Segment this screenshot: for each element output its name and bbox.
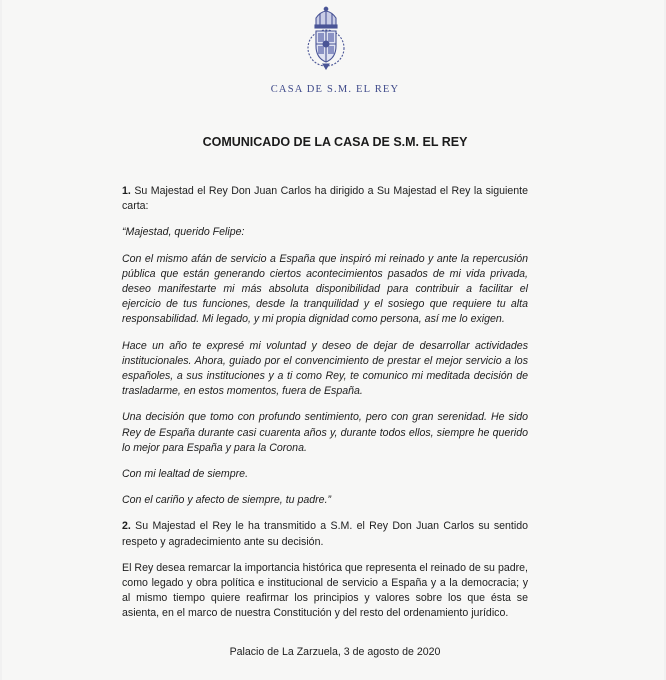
paragraph-number: 2. — [122, 520, 131, 533]
document-page — [2, 0, 664, 680]
letter-paragraph-2: Hace un año te expresé mi voluntad y deseo de dejar de desarrollar actividades institucionales. Ahora, guiado por el convencimiento de prestar el mejor servicio a los españoles, a sus instituciones y a ti como Rey, te comunico mi meditada decisión de trasladarme, en estos momentos, fuera de España. — [122, 339, 528, 398]
letter-salutation: “Majestad, querido Felipe: — [122, 226, 245, 239]
paragraph-text: Su Majestad el Rey Don Juan Carlos ha dirigido a Su Majestad el Rey la siguiente carta: — [122, 185, 528, 213]
paragraph-1 — [122, 184, 528, 214]
paragraph-2 — [122, 519, 528, 549]
royal-house-name: CASA DE S.M. EL REY — [270, 84, 400, 95]
letter-closing-2: Con el cariño y afecto de siempre, tu padre.” — [122, 494, 332, 507]
document-body — [122, 184, 528, 633]
royal-crest-icon — [304, 6, 348, 70]
letter-closing-1: Con mi lealtad de siempre. — [122, 468, 249, 481]
paragraph-3: El Rey desea remarcar la importancia histórica que representa el reinado de su padre, como legado y obra política e institucional de servicio a España y a la democracia; y al mismo tiempo quiere reafirmar los principios y valores sobre los que ésta se asienta, en el marco de nuestra Constitución y del resto del ordenamiento jurídico. — [122, 561, 528, 620]
letter-paragraph-3: Una decisión que tomo con profundo sentimiento, pero con gran serenidad. He sido Rey de España durante casi cuarenta años y, durante todos ellos, siempre he querido lo mejor para España y para la Corona. — [122, 411, 528, 454]
paragraph-number: 1. — [122, 185, 131, 197]
document-title: COMUNICADO DE LA CASA DE S.M. EL REY — [202, 135, 468, 149]
place-and-date: Palacio de La Zarzuela, 3 de agosto de 2020 — [229, 646, 441, 658]
paragraph-text: Su Majestad el Rey le ha transmitido a S.M. el Rey Don Juan Carlos su sentido respeto y agradecimiento ante su decisión. — [122, 520, 528, 548]
letter-paragraph-1: Con el mismo afán de servicio a España que inspiró mi reinado y ante la repercusión pública que están generando ciertos acontecimientos pasados de mi vida privada, deseo manifestarte mi más absoluta disponibilidad para contribuir a facilitar el ejercicio de tus funciones, desde la tranquilidad y el sosiego que requiere tu alta responsabilidad. Mi legado, y mi propia dignidad como persona, así me lo exigen. — [122, 252, 528, 326]
